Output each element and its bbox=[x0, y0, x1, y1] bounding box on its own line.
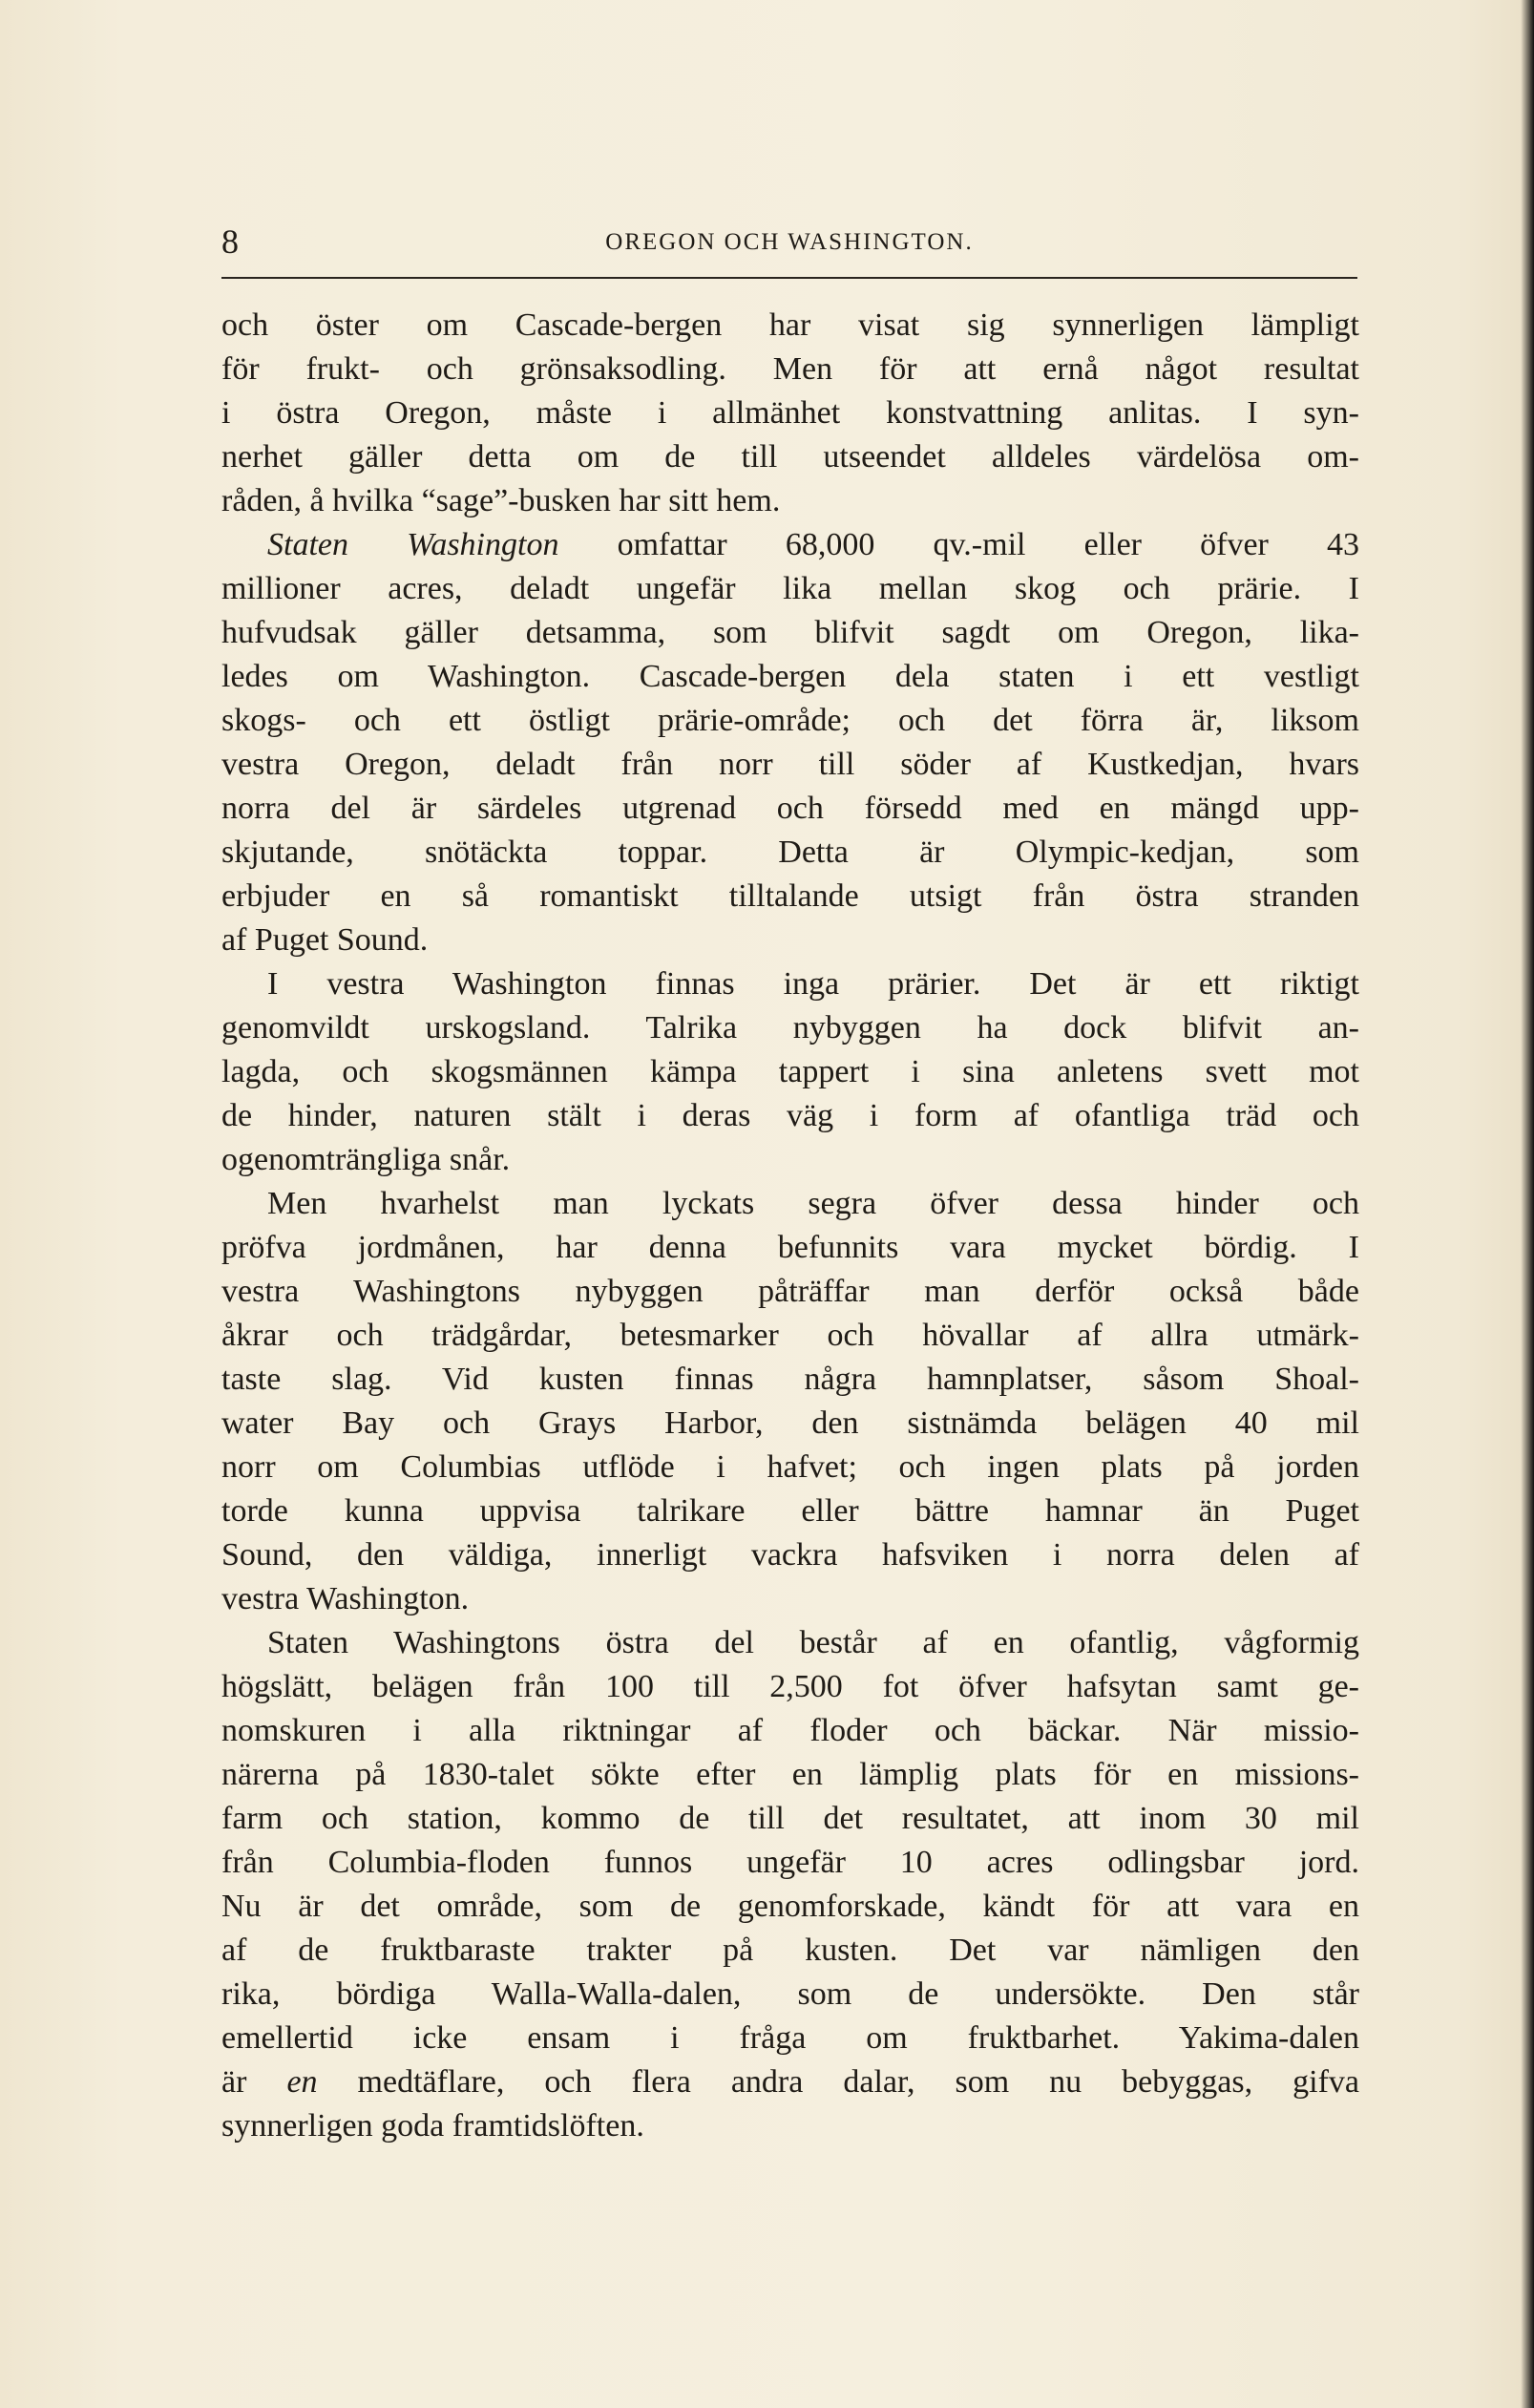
text-line bbox=[221, 1709, 1359, 1753]
text-line-content: omfattar 68,000 qv.-mil eller öfver 43 bbox=[558, 527, 1360, 562]
text-line bbox=[221, 1050, 1359, 1094]
text-line-content: Nu är det område, som de genomforskade, kändt för att vara en bbox=[221, 1889, 1359, 1924]
text-line bbox=[221, 523, 1359, 567]
text-line bbox=[221, 391, 1359, 435]
text-line-content: millioner acres, deladt ungefär lika mellan skog och prärie. I bbox=[221, 571, 1359, 606]
text-line-content: vestra Washington. bbox=[221, 1581, 470, 1616]
text-line bbox=[221, 1314, 1359, 1358]
text-line-content: och öster om Cascade-bergen har visat sig synnerligen lämpligt bbox=[221, 307, 1359, 343]
text-line-content: Staten Washingtons östra del består af en ofantlig, vågformig bbox=[267, 1625, 1359, 1660]
text-line-content: vestra Washingtons nybyggen påträffar man derför också både bbox=[221, 1274, 1359, 1309]
text-line bbox=[221, 1753, 1359, 1797]
text-line bbox=[221, 1577, 1359, 1621]
text-line bbox=[221, 348, 1359, 391]
header-rule bbox=[221, 277, 1357, 279]
text-line-content: skogs- och ett östligt prärie-område; och det förra är, liksom bbox=[221, 703, 1359, 738]
text-line-content: Sound, den väldiga, innerligt vackra hafsviken i norra delen af bbox=[221, 1537, 1359, 1573]
text-line-content: nomskuren i alla riktningar af floder och bäckar. När missio- bbox=[221, 1713, 1359, 1748]
text-line-content: rika, bördiga Walla-Walla-dalen, som de undersökte. Den står bbox=[221, 1976, 1359, 2012]
text-line bbox=[221, 1841, 1359, 1885]
text-line-content: synnerligen goda framtidslöften. bbox=[221, 2108, 644, 2144]
text-line bbox=[221, 1489, 1359, 1533]
text-line-content: farm och station, kommo de till det resultatet, att inom 30 mil bbox=[221, 1801, 1359, 1836]
text-line bbox=[221, 1885, 1359, 1929]
text-line-content: emellertid icke ensam i fråga om fruktbarhet. Yakima-dalen bbox=[221, 2020, 1359, 2056]
text-line-content: hufvudsak gäller detsamma, som blifvit sagdt om Oregon, lika- bbox=[221, 615, 1359, 650]
text-line bbox=[221, 919, 1359, 962]
text-line-content: af Puget Sound. bbox=[221, 922, 429, 958]
text-line bbox=[221, 1270, 1359, 1314]
text-line-content: nerhet gäller detta om de till utseendet alldeles värdelösa om- bbox=[221, 439, 1359, 475]
text-line bbox=[221, 2060, 1359, 2104]
text-line-content: pröfva jordmånen, har denna befunnits vara mycket bördig. I bbox=[221, 1230, 1359, 1265]
text-line-content: erbjuder en så romantiskt tilltalande utsigt från östra stranden bbox=[221, 878, 1359, 914]
text-line-content: råden, å hvilka “sage”-busken har sitt hem. bbox=[221, 483, 781, 518]
page-edge-shadow bbox=[1521, 0, 1534, 2408]
text-line-content: ledes om Washington. Cascade-bergen dela staten i ett vestligt bbox=[221, 659, 1359, 694]
text-line bbox=[221, 1929, 1359, 1973]
page-header bbox=[221, 222, 1357, 260]
text-line bbox=[221, 479, 1359, 523]
text-line bbox=[221, 743, 1359, 787]
text-line bbox=[221, 1182, 1359, 1226]
text-line-content: medtäflare, och flera andra dalar, som nu bebyggas, gifva bbox=[317, 2064, 1359, 2100]
text-line bbox=[221, 1621, 1359, 1665]
text-line bbox=[221, 1358, 1359, 1402]
text-line bbox=[221, 1138, 1359, 1182]
text-line bbox=[221, 699, 1359, 743]
body-text bbox=[221, 304, 1359, 2148]
text-line bbox=[221, 1006, 1359, 1050]
text-line bbox=[221, 1226, 1359, 1270]
text-line bbox=[221, 787, 1359, 831]
text-line bbox=[221, 611, 1359, 655]
text-line bbox=[221, 655, 1359, 699]
text-line bbox=[221, 962, 1359, 1006]
text-line bbox=[221, 435, 1359, 479]
italic-text: Staten Washington bbox=[267, 527, 559, 562]
text-line-content: högslätt, belägen från 100 till 2,500 fot öfver hafsytan samt ge- bbox=[221, 1669, 1359, 1704]
text-line-content: taste slag. Vid kusten finnas några hamnplatser, såsom Shoal- bbox=[221, 1362, 1359, 1397]
text-line-content: torde kunna uppvisa talrikare eller bättre hamnar än Puget bbox=[221, 1493, 1359, 1529]
text-line-content: norra del är särdeles utgrenad och försedd med en mängd upp- bbox=[221, 791, 1359, 826]
text-line-content: water Bay och Grays Harbor, den sistnämda belägen 40 mil bbox=[221, 1405, 1359, 1441]
text-line-content: de hinder, naturen stält i deras väg i form af ofantliga träd och bbox=[221, 1098, 1359, 1133]
text-line bbox=[221, 1533, 1359, 1577]
text-line bbox=[221, 831, 1359, 875]
text-line-content: Men hvarhelst man lyckats segra öfver dessa hinder och bbox=[267, 1186, 1359, 1221]
text-line bbox=[221, 1094, 1359, 1138]
text-line bbox=[221, 2104, 1359, 2148]
text-line bbox=[221, 304, 1359, 348]
text-line bbox=[221, 2017, 1359, 2060]
text-line-content: från Columbia-floden funnos ungefär 10 acres odlingsbar jord. bbox=[221, 1845, 1359, 1880]
text-line bbox=[221, 1446, 1359, 1489]
text-line-content: vestra Oregon, deladt från norr till söder af Kustkedjan, hvars bbox=[221, 747, 1359, 782]
text-line-content: norr om Columbias utflöde i hafvet; och ingen plats på jorden bbox=[221, 1449, 1359, 1485]
text-line bbox=[221, 875, 1359, 919]
page-number: 8 bbox=[221, 222, 239, 261]
text-line-content: närerna på 1830-talet sökte efter en lämplig plats för en missions- bbox=[221, 1757, 1359, 1792]
text-line bbox=[221, 1665, 1359, 1709]
text-line-content: ogenomträngliga snår. bbox=[221, 1142, 511, 1177]
text-line bbox=[221, 1797, 1359, 1841]
running-title: OREGON OCH WASHINGTON. bbox=[605, 229, 974, 255]
text-line-content: lagda, och skogsmännen kämpa tappert i sina anletens svett mot bbox=[221, 1054, 1359, 1089]
text-line-prefix: är bbox=[221, 2064, 287, 2100]
text-line-content: skjutande, snötäckta toppar. Detta är Olympic-kedjan, som bbox=[221, 834, 1359, 870]
italic-text: en bbox=[286, 2064, 318, 2100]
text-line-content: för frukt- och grönsaksodling. Men för att ernå något resultat bbox=[221, 351, 1359, 387]
text-line-content: åkrar och trädgårdar, betesmarker och hövallar af allra utmärk- bbox=[221, 1318, 1359, 1353]
text-line bbox=[221, 567, 1359, 611]
text-line-content: genomvildt urskogsland. Talrika nybyggen ha dock blifvit an- bbox=[221, 1010, 1359, 1046]
text-line-content: af de fruktbaraste trakter på kusten. Det var nämligen den bbox=[221, 1933, 1359, 1968]
text-line-content: I vestra Washington finnas inga prärier. Det är ett riktigt bbox=[267, 966, 1359, 1002]
text-line-content: i östra Oregon, måste i allmänhet konstvattning anlitas. I syn- bbox=[221, 395, 1359, 431]
text-line bbox=[221, 1402, 1359, 1446]
text-line bbox=[221, 1973, 1359, 2017]
